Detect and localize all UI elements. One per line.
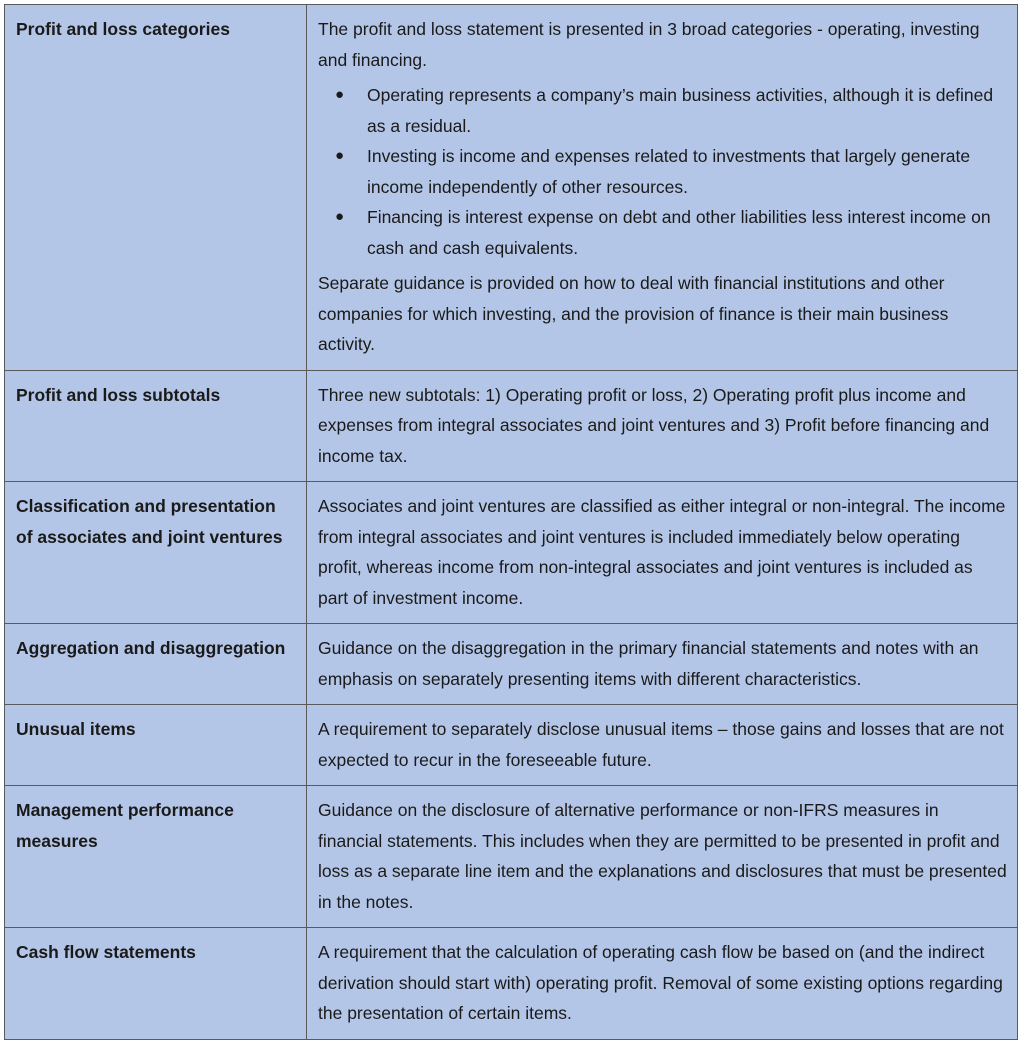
table-row: [5, 928, 1018, 1040]
row-description: [307, 5, 1018, 371]
table-row: [5, 370, 1018, 482]
description-intro: The profit and loss statement is presented in 3 broad categories - operating, investing and financing.: [318, 19, 980, 70]
description-text: Associates and joint ventures are classified as either integral or non-integral. The income from integral associates and joint ventures is included immediately below operating profit, whereas income from non-integral associates and joint ventures is included as part of investment income.: [318, 496, 1006, 608]
table-row: [5, 705, 1018, 786]
list-item: [318, 141, 1007, 202]
row-description: [307, 928, 1018, 1040]
row-description: [307, 482, 1018, 624]
row-description: [307, 786, 1018, 928]
row-label: Classification and presentation of associates and joint ventures: [5, 482, 307, 624]
table-row: [5, 5, 1018, 371]
description-text: Three new subtotals: 1) Operating profit or loss, 2) Operating profit plus income and expenses from integral associates and joint ventures and 3) Profit before financing and income tax.: [318, 384, 990, 466]
list-item: [318, 202, 1007, 263]
row-label: Management performance measures: [5, 786, 307, 928]
table-row: [5, 482, 1018, 624]
description-text: Guidance on the disaggregation in the primary financial statements and notes with an emphasis on separately presenting items with different characteristics.: [318, 638, 979, 689]
bullet-list: [318, 80, 1007, 263]
list-item-text: Operating represents a company’s main business activities, although it is defined as a residual.: [367, 85, 994, 136]
row-description: [307, 370, 1018, 482]
row-label: Cash flow statements: [5, 928, 307, 1040]
row-label: Unusual items: [5, 705, 307, 786]
row-description: [307, 624, 1018, 705]
list-item-text: Investing is income and expenses related to investments that largely generate income independently of other resources.: [367, 146, 971, 197]
list-item-text: Financing is interest expense on debt and other liabilities less interest income on cash and cash equivalents.: [367, 207, 991, 258]
list-item: [318, 80, 1007, 141]
bullet-icon: ●: [335, 147, 345, 164]
row-label: Profit and loss subtotals: [5, 370, 307, 482]
description-text: A requirement to separately disclose unusual items – those gains and losses that are not expected to recur in the foreseeable future.: [318, 719, 1004, 770]
description-text: Guidance on the disclosure of alternative performance or non-IFRS measures in financial statements. This includes when they are permitted to be presented in profit and loss as a separate line item and the explanations and disclosures that must be presented in the notes.: [318, 800, 1007, 912]
table-row: [5, 624, 1018, 705]
summary-table: [4, 4, 1018, 1040]
bullet-icon: ●: [335, 86, 345, 103]
row-label: Aggregation and disaggregation: [5, 624, 307, 705]
row-label: Profit and loss categories: [5, 5, 307, 371]
description-outro: Separate guidance is provided on how to deal with financial institutions and other companies for which investing, and the provision of finance is their main business activity.: [318, 273, 949, 354]
table-row: [5, 786, 1018, 928]
description-text: A requirement that the calculation of operating cash flow be based on (and the indirect derivation should start with) operating profit. Removal of some existing options regarding the presentation of certain items.: [318, 942, 1003, 1023]
bullet-icon: ●: [335, 208, 345, 225]
row-description: [307, 705, 1018, 786]
